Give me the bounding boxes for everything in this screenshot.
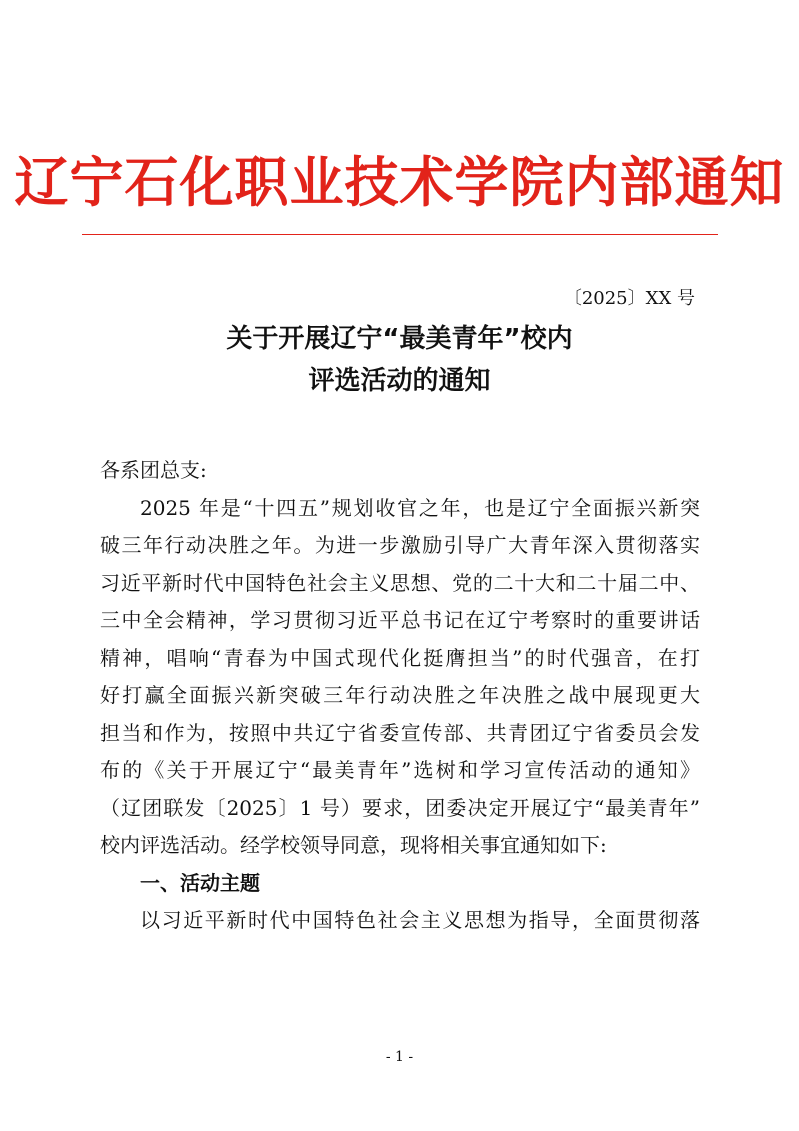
paragraph-line: 三中全会精神，学习贯彻习近平总书记在辽宁考察时的重要讲话 — [100, 608, 700, 632]
paragraph-line: 精神，唱响“青春为中国式现代化挺膺担当”的时代强音，在打 — [100, 645, 700, 670]
document-body — [100, 452, 700, 940]
paragraph-line: 习近平新时代中国特色社会主义思想、党的二十大和二十届二中、 — [100, 570, 700, 595]
paragraph-line: 2025 年是“十四五”规划收官之年，也是辽宁全面振兴新突 — [140, 495, 700, 520]
section-heading: 一、活动主题 — [140, 870, 260, 895]
document-title-line-1: 关于开展辽宁“最美青年”校内 — [226, 324, 573, 354]
paragraph-line: 好打赢全面振兴新突破三年行动决胜之年决胜之战中展现更大 — [100, 683, 700, 707]
salutation: 各系团总支: — [100, 458, 207, 482]
masthead-title: 辽宁石化职业技术学院内部通知 — [14, 150, 785, 214]
masthead-divider — [82, 234, 718, 235]
paragraph-line: 破三年行动决胜之年。为进一步激励引导广大青年深入贯彻落实 — [100, 533, 700, 557]
document-number: 〔2025〕XX 号 — [563, 288, 695, 309]
paragraph-line: 布的《关于开展辽宁“最美青年”选树和学习宣传活动的通知》 — [100, 758, 700, 782]
paragraph-line: 校内评选活动。经学校领导同意，现将相关事宜通知如下: — [100, 833, 607, 857]
paragraph-line: （辽团联发〔2025〕1 号）要求，团委决定开展辽宁“最美青年” — [100, 795, 700, 820]
paragraph-line: 以习近平新时代中国特色社会主义思想为指导，全面贯彻落 — [140, 908, 700, 932]
document-title — [0, 318, 799, 402]
paragraph-line: 担当和作为，按照中共辽宁省委宣传部、共青团辽宁省委员会发 — [100, 720, 700, 745]
document-title-line-2: 评选活动的通知 — [308, 366, 491, 396]
page-number: - 1 - — [385, 1049, 414, 1065]
